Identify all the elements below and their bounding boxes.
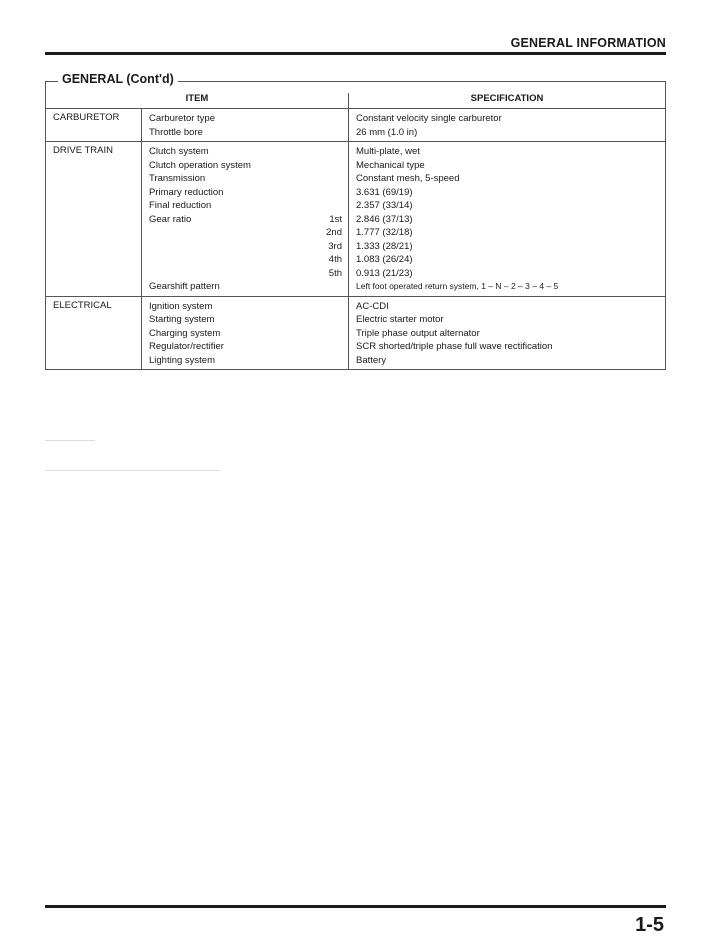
item-label: Clutch operation system (149, 159, 251, 171)
spec-value: 0.913 (21/23) (356, 267, 413, 279)
table-row-carburetor (46, 109, 665, 142)
spec-value: Triple phase output alternator (356, 327, 480, 339)
spec-value: 1.083 (26/24) (356, 254, 413, 265)
gear-label: 1st (329, 213, 342, 225)
items-carburetor (142, 109, 349, 141)
page-number: 1-5 (635, 914, 664, 936)
item-label: Charging system (149, 327, 221, 339)
table-row-electrical (46, 297, 665, 370)
faint-mark (45, 440, 95, 441)
item-label: Clutch system (149, 146, 209, 157)
item-label: Transmission (149, 173, 206, 184)
category-electrical: ELECTRICAL (46, 297, 142, 370)
gear-row (149, 267, 342, 281)
spec-value: Constant velocity single carburetor (356, 113, 502, 124)
gear-row (149, 240, 342, 254)
col-spec-header: SPECIFICATION (470, 93, 544, 104)
gear-row (149, 253, 342, 267)
spec-value: Battery (356, 354, 387, 366)
spec-value: Electric starter motor (356, 314, 444, 325)
spec-value: 2.357 (33/14) (356, 200, 413, 211)
items-drive-train (142, 142, 349, 296)
category-carburetor: CARBURETOR (46, 109, 142, 141)
item-label: Ignition system (149, 300, 213, 312)
footer-rule (45, 905, 666, 908)
item-label: Regulator/rectifier (149, 341, 224, 352)
item-label: Lighting system (149, 354, 216, 366)
items-electrical (142, 297, 349, 370)
gear-ratio-row (149, 213, 342, 227)
gear-row (149, 226, 342, 240)
specs-carburetor (349, 109, 665, 141)
faint-mark (45, 470, 220, 471)
table-header-row (46, 82, 665, 109)
category-drive-train: DRIVE TRAIN (46, 142, 142, 296)
gear-label: 3rd (328, 240, 342, 252)
spec-value: Multi-plate, wet (356, 146, 420, 157)
spec-table (45, 81, 666, 370)
table-row-drive-train (46, 142, 665, 297)
spec-value: 1.777 (32/18) (356, 227, 413, 238)
gear-label: 2nd (326, 227, 342, 238)
item-label: Gear ratio (149, 213, 192, 225)
spec-value: Mechanical type (356, 159, 425, 171)
spec-value: 1.333 (28/21) (356, 240, 413, 252)
spec-value: Left foot operated return system, 1 – N – 2 – 3 – 4 – 5 (356, 281, 559, 291)
item-label: Primary reduction (149, 186, 224, 198)
item-label: Throttle bore (149, 126, 203, 138)
item-label: Carburetor type (149, 113, 216, 124)
gear-label: 4th (328, 254, 342, 265)
item-label: Gearshift pattern (149, 281, 220, 292)
spec-value: Constant mesh, 5-speed (356, 173, 460, 184)
specs-electrical (349, 297, 665, 370)
col-item-header: ITEM (46, 93, 349, 108)
spec-value: 2.846 (37/13) (356, 213, 413, 225)
specs-drive-train (349, 142, 665, 296)
item-label: Final reduction (149, 200, 212, 211)
gear-label: 5th (328, 267, 342, 279)
header-rule (45, 52, 666, 55)
spec-value: 3.631 (69/19) (356, 186, 413, 198)
spec-value: 26 mm (1.0 in) (356, 126, 418, 138)
spec-value: SCR shorted/triple phase full wave rectification (356, 341, 553, 352)
spec-value: AC-CDI (356, 300, 389, 312)
section-title: GENERAL (Cont'd) (58, 72, 178, 86)
page-header-title: GENERAL INFORMATION (510, 36, 666, 50)
item-label: Starting system (149, 314, 215, 325)
